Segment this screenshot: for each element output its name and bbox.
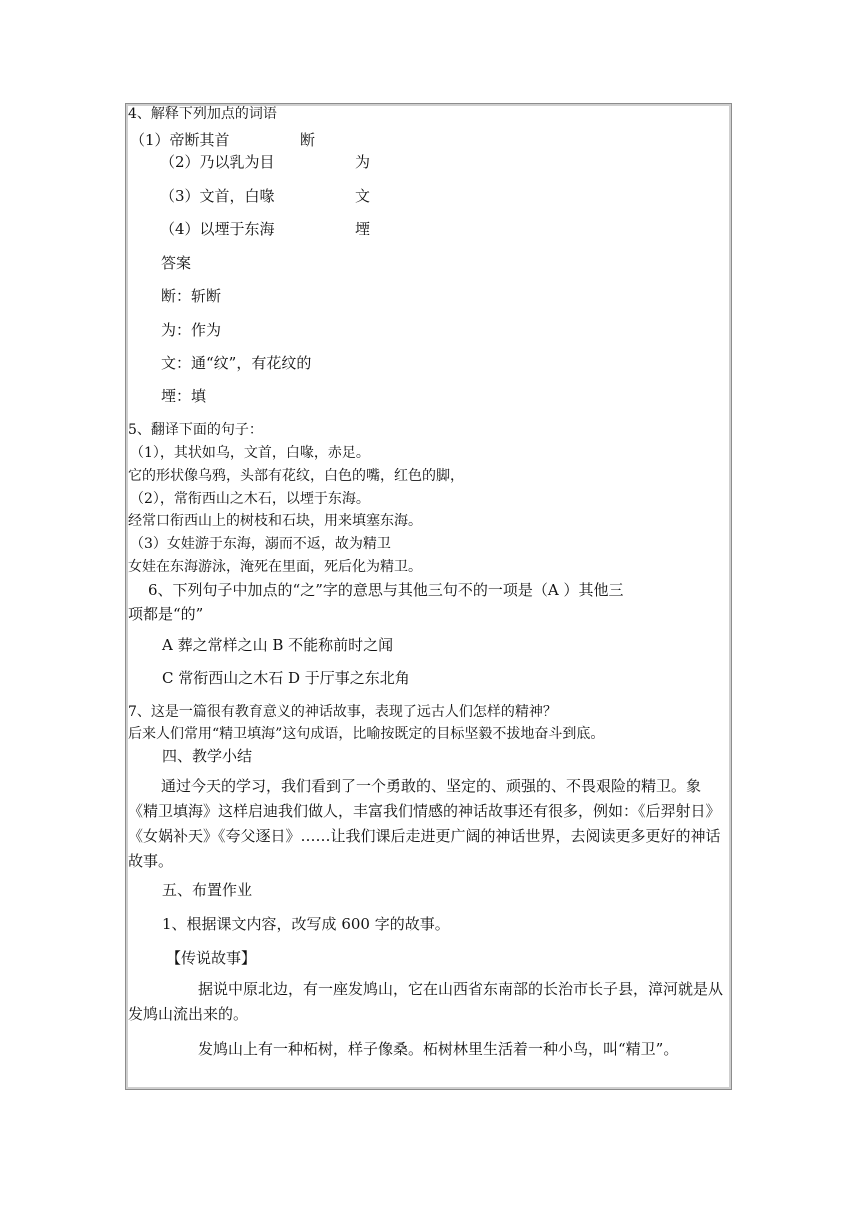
q4-item-3: （3）文首，白喙: [160, 187, 275, 205]
summary-heading: 四、教学小结: [162, 747, 253, 765]
q4-item-3-word: 文: [355, 187, 371, 205]
q4-item-2: （2）乃以乳为目: [160, 153, 275, 171]
q4-title: 4、解释下列加点的词语: [128, 106, 277, 122]
q4-item-4-word: 堙: [355, 220, 371, 238]
answer-label: 答案: [161, 254, 192, 272]
q5-title: 5、翻译下面的句子：: [128, 422, 263, 438]
answer-4: 堙：填: [161, 387, 207, 405]
q5-line-1: （1），其状如乌，文首，白喙，赤足。: [130, 445, 370, 461]
answer-2: 为：作为: [161, 321, 222, 339]
q4-item-4: （4）以堙于东海: [160, 220, 275, 238]
q4-item-1: （1）帝断其首: [130, 131, 230, 149]
q7-question: 7、这是一篇很有教育意义的神话故事，表现了远古人们怎样的精神？: [128, 704, 557, 720]
answer-1: 断：斩断: [161, 287, 222, 305]
q4-item-1-word: 断: [300, 131, 316, 149]
q6-options-cd: C 常衔西山之木石 D 于厅事之东北角: [162, 669, 410, 687]
legend-heading: 【传说故事】: [166, 949, 257, 967]
homework-item-1: 1、根据课文内容，改写成 600 字的故事。: [162, 915, 450, 933]
answer-3: 文：通“纹”，有花纹的: [161, 354, 312, 372]
q5-line-6: 女娃在东海游泳，淹死在里面，死后化为精卫。: [128, 559, 422, 575]
q5-line-4: 经常口衔西山上的树枝和石块，用来填塞东海。: [128, 513, 422, 529]
q6-question-line-2: 项都是“的”: [128, 605, 204, 623]
q5-line-2: 它的形状像乌鸦，头部有花纹，白色的嘴，红色的脚，: [128, 468, 464, 484]
legend-paragraph-2: 发鸠山上有一种柘树，样子像桑。柘树林里生活着一种小鸟，叫“精卫”。: [198, 1040, 679, 1058]
legend-paragraph-1: 据说中原北边，有一座发鸠山，它在山西省东南部的长治市长子县，漳河就是从发鸠山流出来的。: [128, 980, 724, 1023]
q5-line-5: （3）女娃游于东海，溺而不返，故为精卫: [130, 536, 391, 552]
homework-heading: 五、布置作业: [162, 881, 253, 899]
q6-question-line-1: 6、下列句子中加点的“之”字的意思与其他三句不的一项是（A ）其他三: [148, 581, 624, 599]
q5-line-3: （2），常衔西山之木石，以堙于东海。: [130, 491, 370, 507]
q7-answer: 后来人们常用“精卫填海”这句成语，比喻按既定的目标坚毅不拔地奋斗到底。: [128, 726, 605, 742]
q4-item-2-word: 为: [355, 153, 371, 171]
summary-paragraph: 通过今天的学习，我们看到了一个勇敢的、坚定的、顽强的、不畏艰险的精卫。象《精卫填海》这样启迪我们做人，丰富我们情感的神话故事还有很多，例如：《后羿射日》《女娲补天》《夸父逐日》……让我们课后走进更广阔的神话世界，去阅读更多更好的神话故事。: [128, 777, 721, 870]
q6-options-ab: A 葬之常样之山 B 不能称前时之闻: [162, 636, 394, 654]
